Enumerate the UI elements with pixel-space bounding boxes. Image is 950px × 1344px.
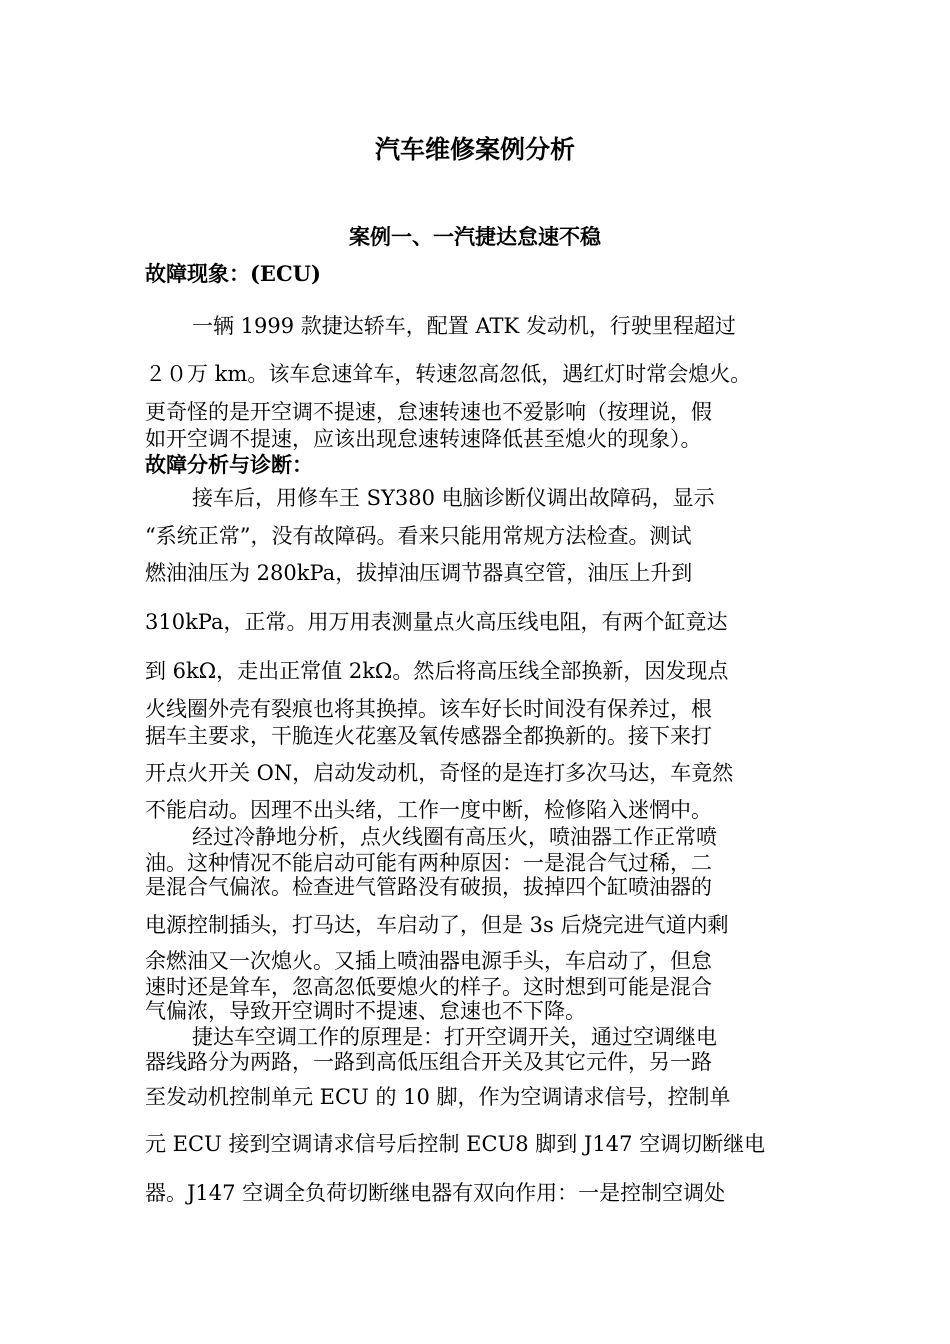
case-title: 案例一、一汽捷达怠速不稳 <box>349 224 601 249</box>
paragraph-line: 捷达车空调工作的原理是：打开空调开关，通过空调继电 <box>192 1025 717 1049</box>
paragraph-line: 火线圈外壳有裂痕也将其换掉。该车好长时间没有保养过，根 <box>145 697 712 721</box>
paragraph-line: 余燃油又一次熄火。又插上喷油器电源手头，车启动了，但怠 <box>145 949 712 973</box>
paragraph-line: 不能启动。因理不出头绪，工作一度中断，检修陷入迷惘中。 <box>145 798 712 822</box>
symptom-heading: 故障现象：(ECU) <box>145 261 321 286</box>
paragraph-line: 一辆 1999 款捷达轿车，配置 ATK 发动机，行驶里程超过 <box>192 314 736 338</box>
paragraph-line: 开点火开关 ON，启动发动机，奇怪的是连打多次马达，车竟然 <box>145 761 734 785</box>
paragraph-line: 气偏浓，导致开空调时不提速、怠速也不下降。 <box>145 999 586 1023</box>
analysis-heading: 故障分析与诊断： <box>145 452 313 477</box>
paragraph-line: 接车后，用修车王 SY380 电脑诊断仪调出故障码，显示 <box>192 486 715 510</box>
paragraph-line: 电源控制插头，打马达，车启动了，但是 3s 后烧完进气道内剩 <box>145 913 729 937</box>
document-title: 汽车维修案例分析 <box>374 135 575 164</box>
paragraph-line: 器线路分为两路，一路到高低压组合开关及其它元件，另一路 <box>145 1050 712 1074</box>
paragraph-line: 310kPa，正常。用万用表测量点火高压线电阻，有两个缸竟达 <box>145 610 728 634</box>
paragraph-line: 器。J147 空调全负荷切断继电器有双向作用：一是控制空调处 <box>145 1181 726 1205</box>
paragraph-line: 速时还是耸车，忽高忽低要熄火的样子。这时想到可能是混合 <box>145 975 712 999</box>
paragraph-line: 燃油油压为 280kPa，拔掉油压调节器真空管，油压上升到 <box>145 561 693 585</box>
paragraph-line: 经过冷静地分析，点火线圈有高压火，喷油器工作正常喷 <box>192 825 717 849</box>
paragraph-line: 是混合气偏浓。检查进气管路没有破损，拔掉四个缸喷油器的 <box>145 875 712 899</box>
paragraph-line: 至发动机控制单元 ECU 的 10 脚，作为空调请求信号，控制单 <box>145 1085 731 1109</box>
paragraph-line: 到 6kΩ，走出正常值 2kΩ。然后将高压线全部换新，因发现点 <box>145 659 729 683</box>
paragraph-line: “系统正常”，没有故障码。看来只能用常规方法检查。测试 <box>145 524 692 548</box>
paragraph-line: 如开空调不提速，应该出现怠速转速降低甚至熄火的现象）。 <box>145 427 702 451</box>
paragraph-line: 元 ECU 接到空调请求信号后控制 ECU8 脚到 J147 空调切断继电 <box>145 1132 766 1156</box>
paragraph-line: 油。这种情况不能启动可能有两种原因：一是混合气过稀，二 <box>145 851 712 875</box>
paragraph-line: ２０万 km。该车怠速耸车，转速忽高忽低，遇红灯时常会熄火。 <box>145 362 752 386</box>
paragraph-line: 据车主要求，干脆连火花塞及氧传感器全都换新的。接下来打 <box>145 724 712 748</box>
paragraph-line: 更奇怪的是开空调不提速，怠速转速也不爱影响（按理说，假 <box>145 400 712 424</box>
